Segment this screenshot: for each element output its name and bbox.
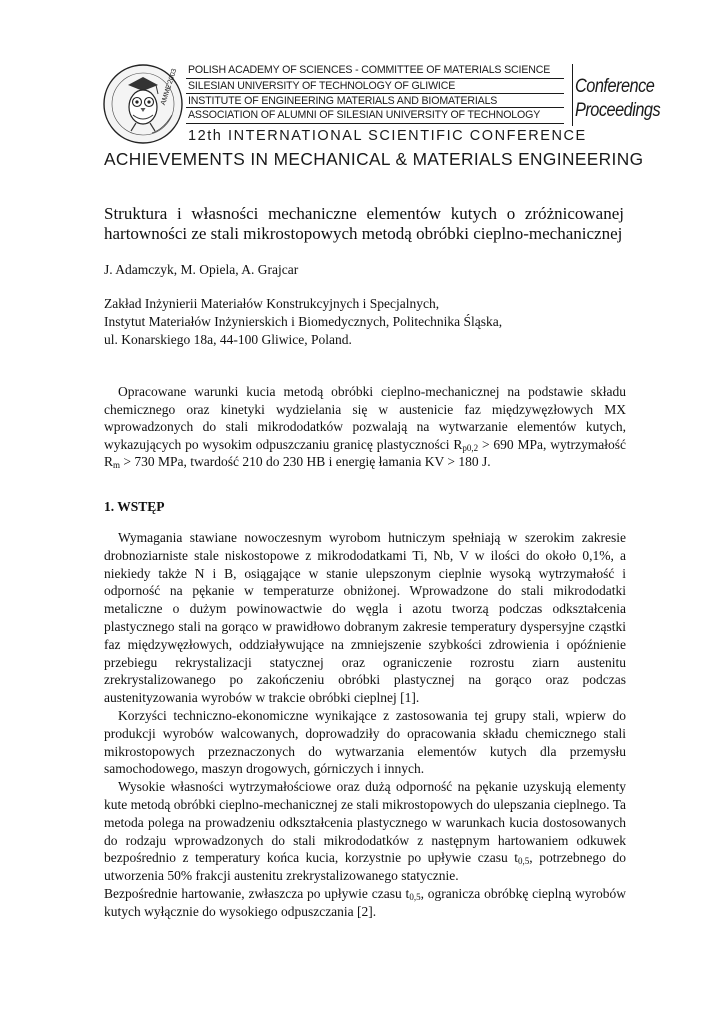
header-divider <box>186 123 564 124</box>
section-heading: 1. WSTĘP <box>104 499 165 514</box>
org-line-2: SILESIAN UNIVERSITY OF TECHNOLOGY OF GLIWICE <box>188 80 456 92</box>
header-divider-vertical <box>572 64 573 126</box>
body-paragraph: Bezpośrednie hartowanie, zwłaszcza po upływie czasu $t_{0,5}$, ogranicza obróbkę cieplną wyrobów kutych wyłącznie do wysokiego odpuszczania [2]. <box>104 885 626 919</box>
abstract-paragraph: Opracowane warunki kucia metodą obróbki cieplno-mechanicznej na podstawie składu chemicznego oraz kinetyki wydzielania się w austenicie faz międzywęzłowych MX wprowadzonych do stali mikrododatków pozwalają na wytwarzanie elementów kutych, wykazujących po wysokim odpuszczaniu granicę plastyczności $R_{p0,2} > 690$ MPa, wytrzymałość $R_m > 730$ MPa, twardość 210 do 230 HB i energię łamania KV > 180 J. <box>104 384 627 470</box>
affiliation-line: Zakład Inżynierii Materiałów Konstrukcyjnych i Specjalnych, <box>104 296 440 311</box>
conference-proceedings-line-1: Conference <box>575 76 655 97</box>
header-divider <box>186 78 564 79</box>
body-paragraph: Wysokie własności wytrzymałościowe oraz dużą odporność na pękanie uzyskują elementy kute metodą obróbki cieplno-mechanicznej ze stali mikrostopowych do ulepszania cieplnego. Ta metoda polega na prowadzeniu odkształcenia plastycznego w warunkach kucia dostosowanych do rodzaju wprowadzonych do stali mikrododatków z następnym hartowaniem odkuwek bezpośrednio z temperatury końca kucia, korzystnie po upływie czasu $t_{0,5}$, potrzebnego do utworzenia 50% frakcji austenitu zrekrystalizowanego statycznie. <box>104 779 626 884</box>
paper-authors: J. Adamczyk, M. Opiela, A. Grajcar <box>104 262 299 277</box>
conference-edition: 12th INTERNATIONAL SCIENTIFIC CONFERENCE <box>188 128 587 144</box>
header-divider <box>186 107 564 108</box>
header-divider <box>186 93 564 94</box>
body-paragraph: Wymagania stawiane nowoczesnym wyrobom hutniczym spełniają w szerokim zakresie drobnoziarniste stale niskostopowe z mikrododatkami Ti, Nb, V w ilości do około 0,1%, a niekiedy także N i B, osiągające w stanie ulepszonym cieplnie wysoką wytrzymałość i odporność na pękanie w temperaturze obniżonej. Wprowadzone do stali mikrododatki metaliczne o dużym powinowactwie do węgla i azotu tworzą podczas odkształcenia plastycznego stali na gorąco w prawidłowo dobranym zakresie temperatury dyspersyjne cząstki faz międzywęzłowych, oddziaływujące na zmniejszenie szybkości zdrowienia i opóźnienie przebiegu rekrystalizacji statycznej oraz ograniczenie rozrostu ziarn austenitu zrekrystalizowanego po zakończeniu obróbki plastycznej na gorąco oraz podczas austenityzowania wyrobów w trakcie obróbki cieplnej [1]. <box>104 530 626 706</box>
abstract <box>104 383 626 471</box>
body-text <box>104 529 626 921</box>
org-line-3: INSTITUTE OF ENGINEERING MATERIALS AND BIOMATERIALS <box>188 95 498 107</box>
paper-title: Struktura i własności mechaniczne elementów kutych o zróżnicowanej hartowności ze stali mikrostopowych metodą obróbki cieplno-mechanicznej <box>104 204 624 243</box>
conference-name: ACHIEVEMENTS IN MECHANICAL & MATERIALS ENGINEERING <box>104 149 644 169</box>
affiliation-line: Instytut Materiałów Inżynierskich i Biomedycznych, Politechnika Śląska, <box>104 314 503 329</box>
conference-proceedings-line-2: Proceedings <box>575 100 661 121</box>
affiliation-line: ul. Konarskiego 18a, 44-100 Gliwice, Poland. <box>104 332 352 347</box>
org-line-4: ASSOCIATION OF ALUMNI OF SILESIAN UNIVERSITY OF TECHNOLOGY <box>188 109 541 121</box>
org-line-1: POLISH ACADEMY OF SCIENCES - COMMITTEE OF MATERIALS SCIENCE <box>188 64 551 76</box>
body-paragraph: Korzyści techniczno-ekonomiczne wynikające z zastosowania tej grupy stali, wpierw do produkcji wyrobów walcowanych, doprowadziły do opracowania składu chemicznego stali mikrostopowych przeznaczonych do wytwarzania elementów kutych dla przemysłu samochodowego, maszyn drogowych, górniczych i innych. <box>104 707 626 777</box>
affiliation <box>104 295 502 349</box>
logo-text: AMME'2003 <box>160 67 179 107</box>
